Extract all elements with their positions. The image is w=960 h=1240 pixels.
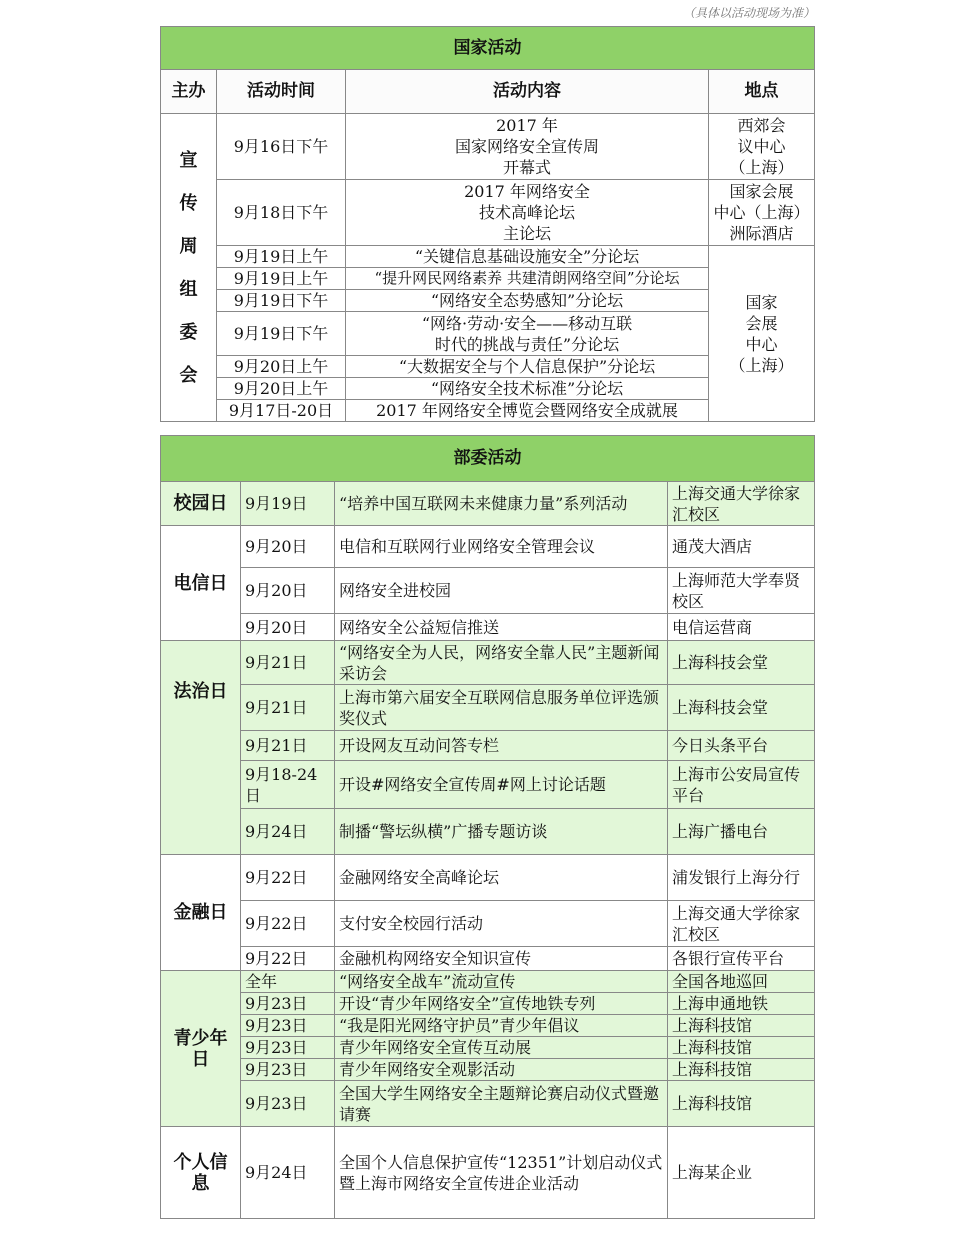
ministry-table-title: 部委活动 — [161, 436, 815, 482]
time-cell: 9月21日 — [241, 641, 335, 685]
content-cell: 开设“青少年网络安全”宣传地铁专列 — [335, 993, 668, 1015]
content-cell: 全国大学生网络安全主题辩论赛启动仪式暨邀请赛 — [335, 1081, 668, 1127]
place-cell: 上海科技馆 — [668, 1015, 815, 1037]
time-cell: 9月17日-20日 — [217, 400, 346, 422]
time-cell: 9月21日 — [241, 685, 335, 731]
content-cell: 电信和互联网行业网络安全管理会议 — [335, 526, 668, 568]
place-cell: 上海交通大学徐家汇校区 — [668, 482, 815, 526]
organizer-char: 宣 — [179, 149, 198, 171]
organizer-char: 传 — [179, 192, 198, 214]
table-row — [161, 1127, 815, 1219]
time-cell: 9月24日 — [241, 809, 335, 855]
content-cell: 网络安全进校园 — [335, 568, 668, 614]
time-cell: 9月21日 — [241, 731, 335, 761]
organizer-char: 会 — [179, 364, 198, 386]
place-cell: 上海广播电台 — [668, 809, 815, 855]
time-cell: 9月19日下午 — [217, 290, 346, 312]
content-cell: 上海市第六届安全互联网信息服务单位评选颁奖仪式 — [335, 685, 668, 731]
content-line: “网络·劳动·安全——移动互联 — [421, 313, 633, 333]
place-cell: 上海科技馆 — [668, 1037, 815, 1059]
place-line: （上海） — [729, 158, 794, 177]
content-line: 2017 年 — [496, 116, 558, 135]
content-line: 技术高峰论坛 — [478, 203, 575, 222]
content-cell — [346, 312, 709, 356]
place-line: （上海） — [729, 355, 794, 375]
place-cell — [709, 180, 815, 246]
place-cell: 上海科技会堂 — [668, 685, 815, 731]
place-cell: 上海师范大学奉贤校区 — [668, 568, 815, 614]
time-cell: 9月16日下午 — [217, 114, 346, 180]
organizer-char: 委 — [179, 321, 198, 343]
header-organizer: 主办 — [161, 70, 217, 114]
place-line: 议中心 — [737, 137, 786, 156]
table-row — [161, 641, 815, 685]
place-line: 中心（上海） — [713, 203, 810, 222]
table-row — [161, 971, 815, 993]
time-cell: 9月19日上午 — [217, 268, 346, 290]
table-row — [161, 947, 815, 971]
place-cell: 上海市公安局宣传平台 — [668, 761, 815, 809]
day-label-finance: 金融日 — [161, 855, 241, 971]
time-cell: 9月20日 — [241, 526, 335, 568]
table-row — [161, 180, 815, 246]
header-time: 活动时间 — [217, 70, 346, 114]
place-cell: 今日头条平台 — [668, 731, 815, 761]
place-cell: 上海科技会堂 — [668, 641, 815, 685]
organizer-cell — [161, 114, 217, 422]
table-row — [161, 1015, 815, 1037]
time-cell: 9月20日上午 — [217, 378, 346, 400]
time-cell: 9月23日 — [241, 1015, 335, 1037]
place-cell: 全国各地巡回 — [668, 971, 815, 993]
table-row — [161, 1081, 815, 1127]
place-cell: 浦发银行上海分行 — [668, 855, 815, 901]
place-cell: 上海科技馆 — [668, 1081, 815, 1127]
table-row — [161, 809, 815, 855]
ministry-activities-table — [160, 435, 815, 1219]
place-cell: 通茂大酒店 — [668, 526, 815, 568]
shared-place-cell — [709, 246, 815, 422]
content-cell — [346, 114, 709, 180]
table-row — [161, 114, 815, 180]
content-cell: 制播“警坛纵横”广播专题访谈 — [335, 809, 668, 855]
content-cell: 支付安全校园行活动 — [335, 901, 668, 947]
table-row — [161, 761, 815, 809]
time-cell: 9月20日 — [241, 614, 335, 641]
table-row — [161, 731, 815, 761]
table-row — [161, 526, 815, 568]
place-line: 国家会展 — [729, 182, 794, 201]
place-cell: 各银行宣传平台 — [668, 947, 815, 971]
content-cell: “大数据安全与个人信息保护”分论坛 — [346, 356, 709, 378]
day-label-personal-info: 个人信息 — [161, 1127, 241, 1219]
place-line: 中心 — [745, 334, 778, 354]
table-row — [161, 1059, 815, 1081]
place-cell: 上海某企业 — [668, 1127, 815, 1219]
place-cell — [709, 114, 815, 180]
content-cell: 开设#网络安全宣传周#网上讨论话题 — [335, 761, 668, 809]
time-cell: 全年 — [241, 971, 335, 993]
time-cell: 9月18-24日 — [241, 761, 335, 809]
content-cell: “网络安全态势感知”分论坛 — [346, 290, 709, 312]
time-cell: 9月20日上午 — [217, 356, 346, 378]
header-place: 地点 — [709, 70, 815, 114]
time-cell: 9月23日 — [241, 1081, 335, 1127]
content-line: 时代的挑战与责任”分论坛 — [434, 334, 620, 354]
time-cell: 9月19日 — [241, 482, 335, 526]
time-cell: 9月22日 — [241, 855, 335, 901]
content-line: 国家网络安全宣传周 — [454, 137, 599, 156]
place-line: 西郊会 — [737, 116, 786, 135]
national-activities-table — [160, 26, 815, 422]
content-cell: “培养中国互联网未来健康力量”系列活动 — [335, 482, 668, 526]
table-row — [161, 246, 815, 268]
national-table-title: 国家活动 — [161, 27, 815, 70]
content-cell: “我是阳光网络守护员”青少年倡议 — [335, 1015, 668, 1037]
content-cell: 网络安全公益短信推送 — [335, 614, 668, 641]
header-content: 活动内容 — [346, 70, 709, 114]
place-line: 国家 — [745, 292, 778, 312]
table-row — [161, 993, 815, 1015]
content-cell: 金融网络安全高峰论坛 — [335, 855, 668, 901]
table-row — [161, 482, 815, 526]
time-cell: 9月18日下午 — [217, 180, 346, 246]
content-line: 主论坛 — [502, 224, 551, 243]
table-row — [161, 614, 815, 641]
content-cell: 青少年网络安全观影活动 — [335, 1059, 668, 1081]
day-label-telecom: 电信日 — [161, 526, 241, 641]
organizer-char: 组 — [179, 278, 198, 300]
content-line: 2017 年网络安全 — [464, 182, 590, 201]
table-row — [161, 855, 815, 901]
time-cell: 9月23日 — [241, 1059, 335, 1081]
time-cell: 9月23日 — [241, 993, 335, 1015]
content-cell: “网络安全战车”流动宣传 — [335, 971, 668, 993]
place-cell: 上海交通大学徐家汇校区 — [668, 901, 815, 947]
place-cell: 上海申通地铁 — [668, 993, 815, 1015]
table-row — [161, 685, 815, 731]
content-cell: 全国个人信息保护宣传“12351”计划启动仪式暨上海市网络安全宣传进企业活动 — [335, 1127, 668, 1219]
organizer-char: 周 — [179, 235, 198, 257]
time-cell: 9月19日下午 — [217, 312, 346, 356]
place-line: 会展 — [745, 313, 778, 333]
content-cell: “关键信息基础设施安全”分论坛 — [346, 246, 709, 268]
place-line: 洲际酒店 — [729, 224, 794, 243]
table-row — [161, 568, 815, 614]
content-line: 开幕式 — [502, 158, 551, 177]
content-cell: 开设网友互动问答专栏 — [335, 731, 668, 761]
content-cell: 2017 年网络安全博览会暨网络安全成就展 — [346, 400, 709, 422]
day-label-law: 法治日 — [161, 641, 241, 855]
content-cell — [346, 180, 709, 246]
time-cell: 9月24日 — [241, 1127, 335, 1219]
day-label-campus: 校园日 — [161, 482, 241, 526]
day-label-youth: 青少年日 — [161, 971, 241, 1127]
place-cell: 上海科技馆 — [668, 1059, 815, 1081]
content-cell: “网络安全技术标准”分论坛 — [346, 378, 709, 400]
time-cell: 9月22日 — [241, 947, 335, 971]
time-cell: 9月19日上午 — [217, 246, 346, 268]
content-cell: 青少年网络安全宣传互动展 — [335, 1037, 668, 1059]
disclaimer-note: （具体以活动现场为准） — [682, 6, 815, 20]
place-cell: 电信运营商 — [668, 614, 815, 641]
content-cell: 金融机构网络安全知识宣传 — [335, 947, 668, 971]
time-cell: 9月23日 — [241, 1037, 335, 1059]
content-cell: “网络安全为人民，网络安全靠人民”主题新闻采访会 — [335, 641, 668, 685]
table-row — [161, 1037, 815, 1059]
time-cell: 9月22日 — [241, 901, 335, 947]
content-cell: “提升网民网络素养 共建清朗网络空间”分论坛 — [346, 268, 709, 290]
time-cell: 9月20日 — [241, 568, 335, 614]
table-row — [161, 901, 815, 947]
